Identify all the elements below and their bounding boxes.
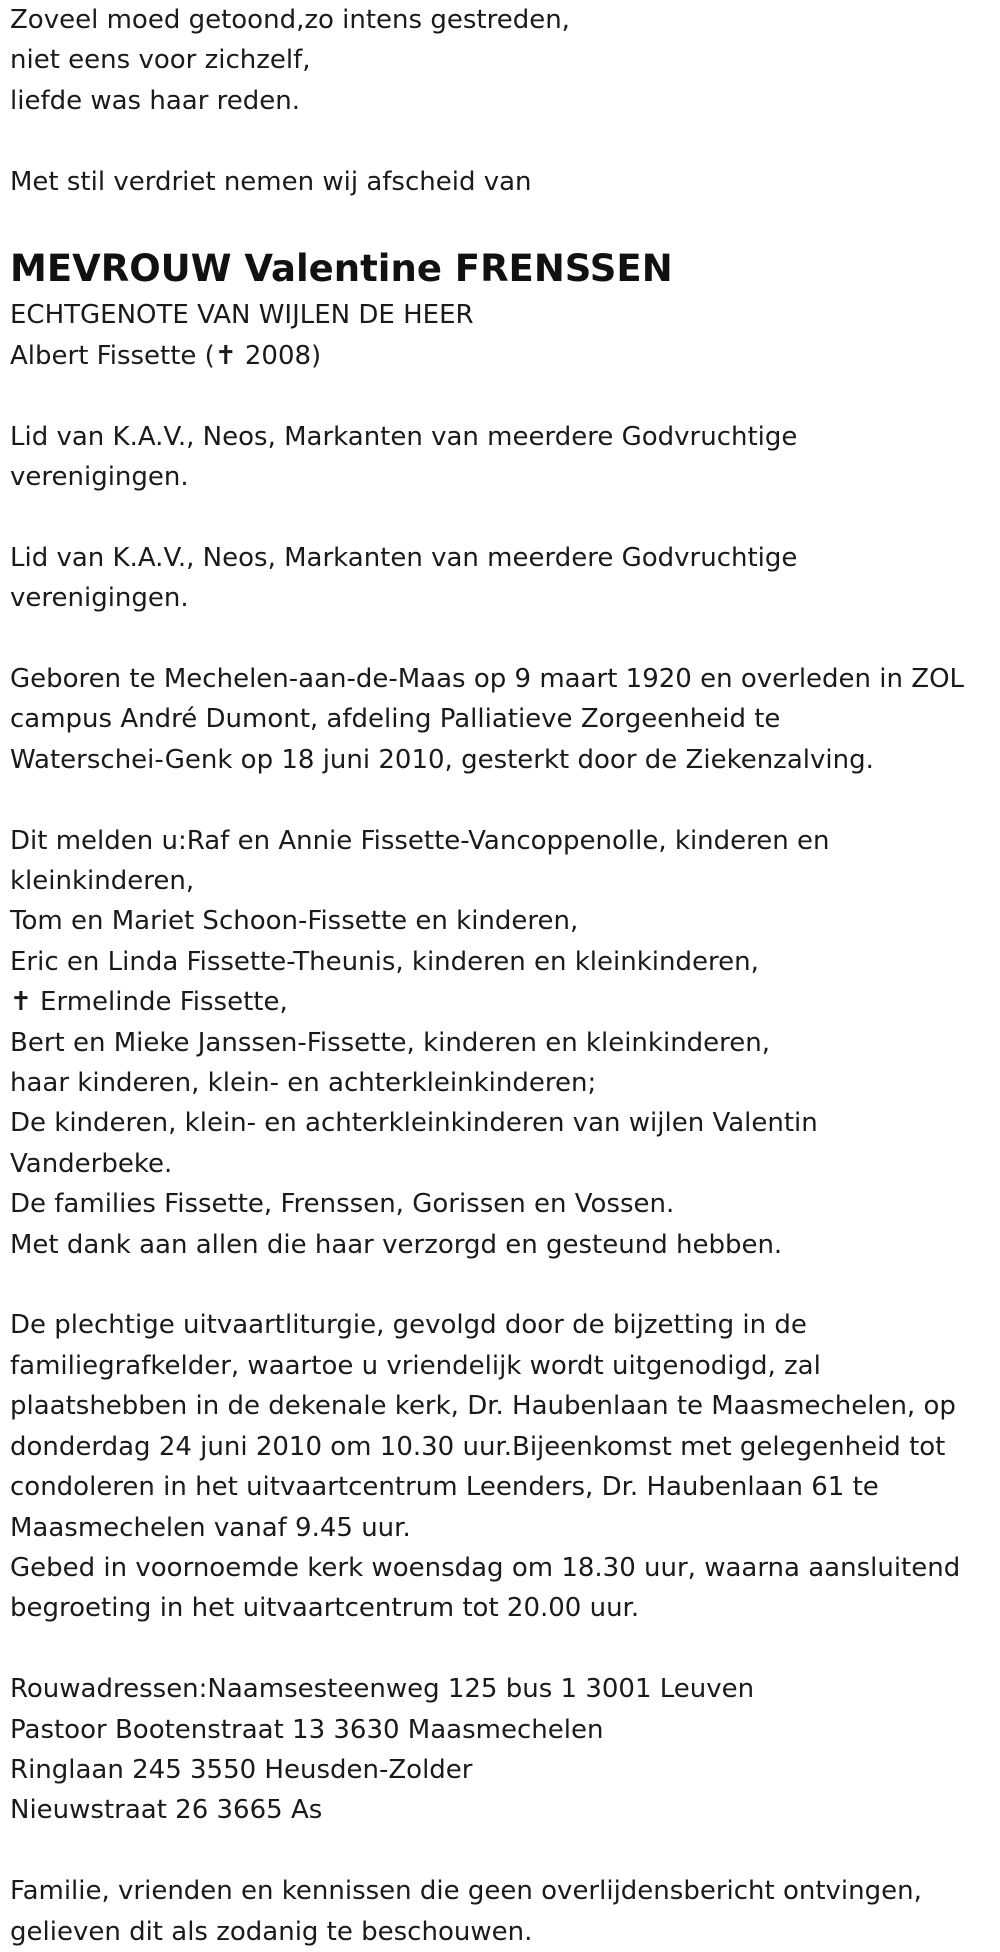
- spouse-line: ECHTGENOTE VAN WIJLEN DE HEER: [10, 300, 474, 331]
- paragraph-line: Lid van K.A.V., Neos, Markanten van meerdere Godvruchtige: [10, 542, 798, 573]
- family-line: haar kinderen, klein- en achterkleinkinderen;: [10, 1068, 597, 1099]
- poem-line: Zoveel moed getoond,zo intens gestreden,: [10, 5, 570, 35]
- paragraph-line: Waterschei-Genk op 18 juni 2010, gesterkt door de Ziekenzalving.: [10, 744, 874, 775]
- spacer: [10, 497, 995, 537]
- paragraph-line: condoleren in het uitvaartcentrum Leenders, Dr. Haubenlaan 61 te: [10, 1472, 879, 1503]
- address-line: Rouwadressen:Naamsesteenweg 125 bus 1 3001 Leuven: [10, 1674, 755, 1705]
- paragraph-line: Maasmechelen vanaf 9.45 uur.: [10, 1512, 411, 1543]
- family-line: kleinkinderen,: [10, 866, 195, 897]
- membership-paragraph: [10, 417, 995, 498]
- paragraph-line: De plechtige uitvaartliturgie, gevolgd door de bijzetting in de: [10, 1310, 807, 1341]
- funeral-paragraph: [10, 1305, 995, 1628]
- address-line: Ringlaan 245 3550 Heusden-Zolder: [10, 1754, 473, 1785]
- paragraph-line: Geboren te Mechelen-aan-de-Maas op 9 maart 1920 en overleden in ZOL: [10, 664, 965, 695]
- paragraph-line: gelieven dit als zodanig te beschouwen.: [10, 1916, 533, 1947]
- family-line: ✝ Ermelinde Fissette,: [10, 987, 288, 1018]
- paragraph-line: Familie, vrienden en kennissen die geen overlijdensbericht ontvingen,: [10, 1876, 922, 1907]
- family-line: Eric en Linda Fissette-Theunis, kinderen en kleinkinderen,: [10, 946, 759, 977]
- family-line: Bert en Mieke Janssen-Fissette, kinderen en kleinkinderen,: [10, 1027, 771, 1058]
- address-line: Nieuwstraat 26 3665 As: [10, 1795, 323, 1826]
- paragraph-line: donderdag 24 juni 2010 om 10.30 uur.Bijeenkomst met gelegenheid tot: [10, 1431, 946, 1462]
- spacer: [10, 1265, 995, 1305]
- spouse-line: Albert Fissette (✝ 2008): [10, 340, 322, 371]
- address-line: Pastoor Bootenstraat 13 3630 Maasmechelen: [10, 1714, 604, 1745]
- paragraph-line: verenigingen.: [10, 583, 189, 614]
- spacer: [10, 376, 995, 416]
- paragraph-line: familiegrafkelder, waartoe u vriendelijk wordt uitgenodigd, zal: [10, 1350, 821, 1381]
- paragraph-line: begroeting in het uitvaartcentrum tot 20.00 uur.: [10, 1593, 640, 1624]
- spacer: [10, 619, 995, 659]
- paragraph-line: Lid van K.A.V., Neos, Markanten van meerdere Godvruchtige: [10, 421, 798, 452]
- spacer: [10, 202, 995, 242]
- poem-line: liefde was haar reden.: [10, 85, 301, 116]
- deceased-name: MEVROUW Valentine FRENSSEN: [10, 247, 673, 291]
- obituary-text: [10, 0, 995, 1952]
- poem: [10, 0, 995, 121]
- family-line: De families Fissette, Frenssen, Gorissen en Vossen.: [10, 1189, 675, 1220]
- address-list: [10, 1669, 995, 1831]
- family-line: Met dank aan allen die haar verzorgd en gesteund hebben.: [10, 1229, 783, 1260]
- spacer: [10, 121, 995, 161]
- spacer: [10, 1629, 995, 1669]
- intro-text: Met stil verdriet nemen wij afscheid van: [10, 166, 532, 197]
- paragraph-line: verenigingen.: [10, 462, 189, 493]
- birth-death-paragraph: [10, 659, 995, 780]
- spacer: [10, 780, 995, 820]
- family-line: De kinderen, klein- en achterkleinkinderen van wijlen Valentin: [10, 1108, 818, 1139]
- paragraph-line: Gebed in voornoemde kerk woensdag om 18.30 uur, waarna aansluitend: [10, 1552, 961, 1583]
- deceased-heading: [10, 245, 995, 376]
- spacer: [10, 1831, 995, 1871]
- paragraph-line: plaatshebben in de dekenale kerk, Dr. Haubenlaan te Maasmechelen, op: [10, 1391, 956, 1422]
- family-paragraph: [10, 821, 995, 1265]
- paragraph-line: campus André Dumont, afdeling Palliatieve Zorgeenheid te: [10, 704, 781, 735]
- poem-line: niet eens voor zichzelf,: [10, 45, 311, 76]
- family-line: Vanderbeke.: [10, 1148, 173, 1179]
- closing-paragraph: [10, 1871, 995, 1952]
- family-line: Dit melden u:Raf en Annie Fissette-Vancoppenolle, kinderen en: [10, 825, 830, 856]
- membership-paragraph: [10, 538, 995, 619]
- family-line: Tom en Mariet Schoon-Fissette en kinderen,: [10, 906, 579, 937]
